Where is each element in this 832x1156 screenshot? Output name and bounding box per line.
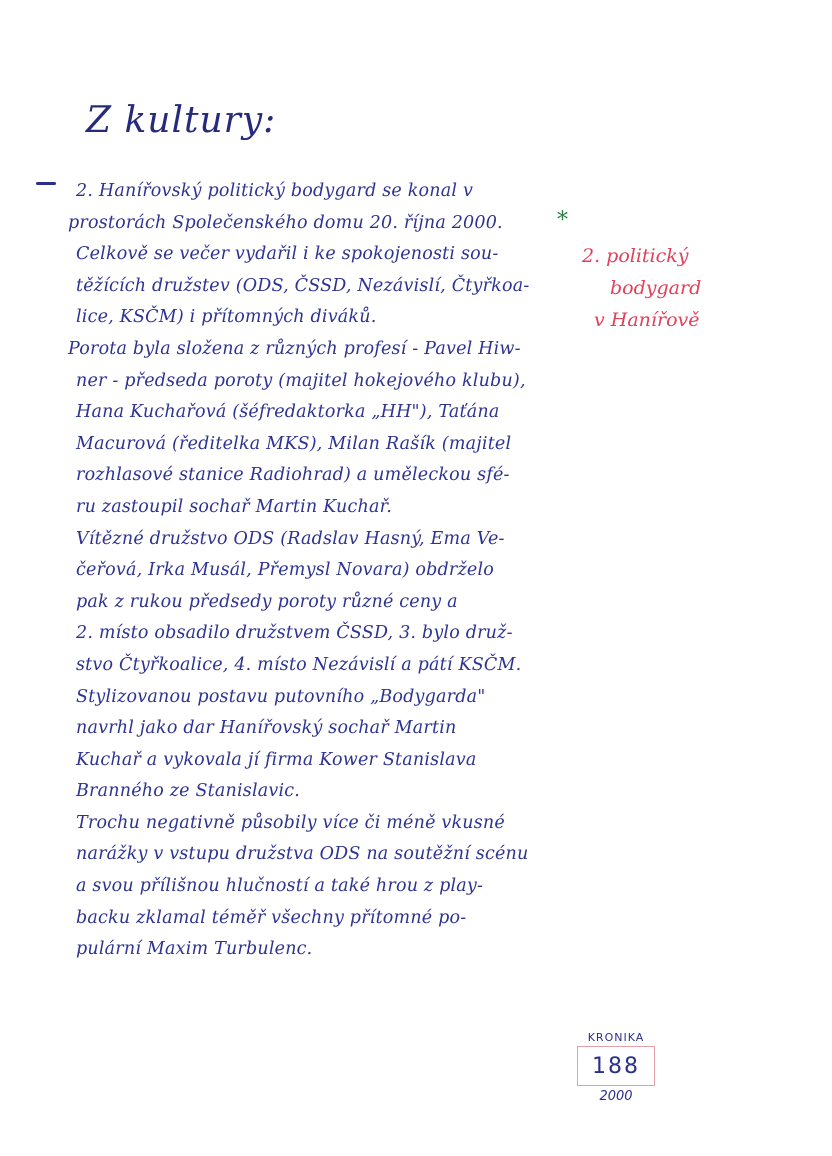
text-line: Vítězné družstvo ODS (Radslav Hasný, Ema Ve-: [76, 528, 505, 549]
chronicle-page-stamp: [574, 1030, 658, 1106]
text-line: ner - předseda poroty (majitel hokejového klubu),: [76, 370, 526, 391]
text-line: Celkově se večer vydařil i ke spokojenosti sou-: [76, 244, 499, 265]
margin-dash-mark: [36, 182, 56, 185]
text-line: narážky v vstupu družstva ODS na soutěžní scénu: [76, 844, 529, 865]
text-line: čeřová, Irka Musál, Přemysl Novara) obdrželo: [76, 560, 494, 581]
text-line: Hana Kuchařová (šéfredaktorka „HH"), Taťána: [76, 402, 500, 423]
stamp-label: KRONIKA: [587, 1031, 645, 1044]
text-line: Branného ze Stanislavic.: [76, 781, 301, 802]
text-line: Stylizovanou postavu putovního „Bodygarda": [76, 686, 486, 707]
margin-note: [582, 240, 752, 336]
text-line: stvo Čtyřkoalice, 4. místo Nezávislí a pátí KSČM.: [76, 654, 522, 675]
chronicle-body-text: [68, 176, 568, 966]
margin-note-line: v Hanířově: [594, 309, 700, 331]
text-line: ru zastoupil sochař Martin Kuchař.: [76, 496, 393, 517]
text-line: 2. místo obsadilo družstvem ČSSD, 3. bylo druž-: [76, 623, 513, 644]
text-line: pulární Maxim Turbulenc.: [76, 939, 313, 960]
page-heading: Z kultury:: [86, 100, 277, 141]
text-line: 2. Hanířovský politický bodygard se konal v: [76, 181, 474, 201]
text-line: Porota byla složena z různých profesí - Pavel Hiw-: [68, 338, 521, 359]
page-number: 188: [577, 1046, 655, 1086]
text-line: navrhl jako dar Hanířovský sochař Martin: [76, 718, 457, 739]
text-line: Kuchař a vykovala jí firma Kower Stanislava: [76, 749, 477, 770]
asterisk-mark: *: [557, 208, 568, 233]
text-line: lice, KSČM) i přítomných diváků.: [76, 307, 377, 328]
text-line: prostorách Společenského domu 20. října 2000.: [68, 212, 503, 233]
text-line: Macurová (ředitelka MKS), Milan Rašík (majitel: [76, 433, 512, 454]
text-line: těžících družstev (ODS, ČSSD, Nezávislí, Čtyřkoa-: [76, 275, 530, 296]
text-line: a svou přílišnou hlučností a také hrou z play-: [76, 876, 484, 897]
margin-note-line: 2. politický: [582, 245, 689, 267]
text-line: rozhlasové stanice Radiohrad) a uměleckou sfé-: [76, 465, 510, 486]
text-line: Trochu negativně působily více či méně vkusné: [76, 812, 505, 833]
text-line: backu zklamal téměř všechny přítomné po-: [76, 907, 467, 928]
text-line: pak z rukou předsedy poroty různé ceny a: [76, 591, 458, 612]
stamp-year: 2000: [599, 1089, 633, 1104]
margin-note-line: bodygard: [610, 277, 702, 299]
